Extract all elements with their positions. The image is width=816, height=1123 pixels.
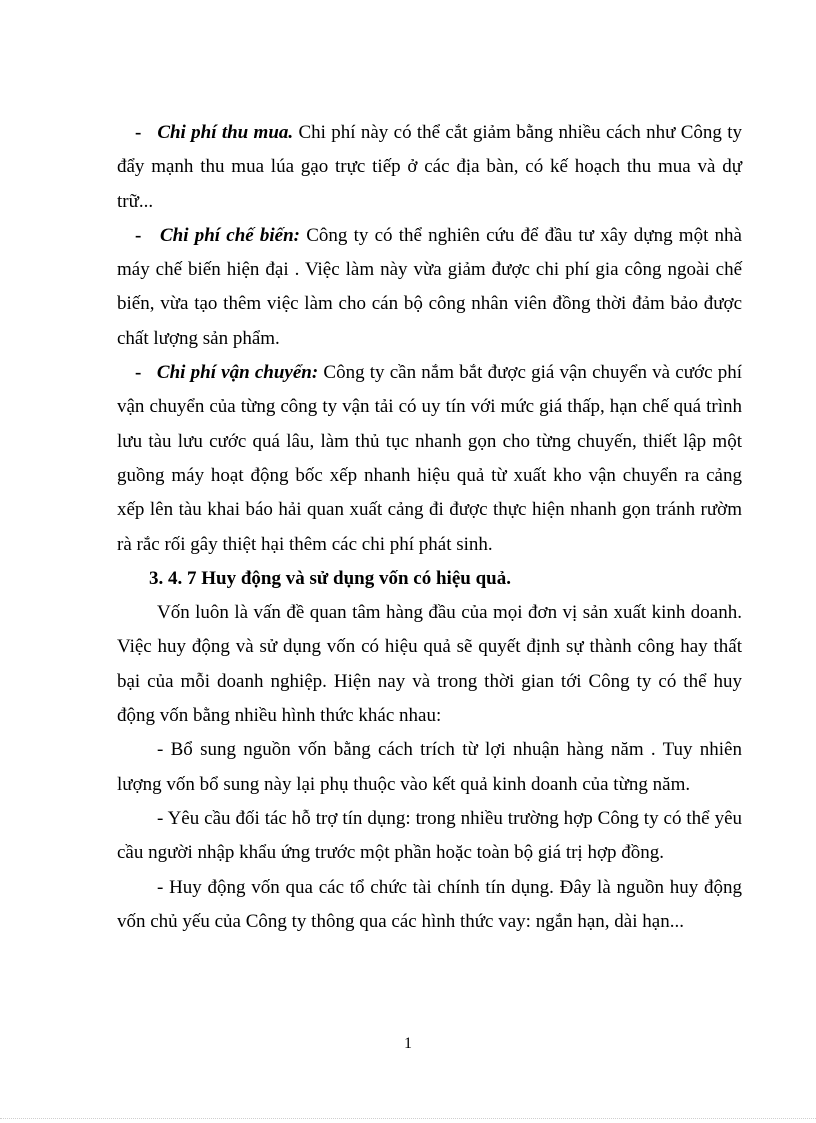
bullet-transport-cost xyxy=(117,356,742,562)
bullet-purchase-cost xyxy=(117,116,742,219)
bullet-dash: - xyxy=(135,122,142,143)
page-bottom-divider xyxy=(0,1118,816,1119)
bullet-text: Công ty cần nắm bắt được giá vận chuyển và cước phí vận chuyển của từng công ty vận tải có uy tín với mức giá thấp, hạn chế quá trình lưu tàu lưu cước quá lâu, làm thủ tục nhanh gọn cho từng chuyến, thiết lập một guồng máy hoạt động bốc xếp nhanh hiệu quả từ xuất kho vận chuyển ra cảng xếp lên tàu khai báo hải quan xuất cảng đi được thực hiện nhanh gọn tránh rườm rà rắc rối gây thiệt hại thêm các chi phí phát sinh. xyxy=(117,362,742,555)
bullet-text: Công ty có thể nghiên cứu để đầu tư xây dựng một nhà máy chế biến hiện đại . Việc làm này vừa giảm được chi phí gia công ngoài chế biến, vừa tạo thêm việc làm cho cán bộ công nhân viên đồng thời đảm bảo được chất lượng sản phẩm. xyxy=(117,224,742,349)
page-number: 1 xyxy=(404,1035,412,1052)
section-heading: 3. 4. 7 Huy động và sử dụng vốn có hiệu quả. xyxy=(149,567,511,589)
bullet-processing-cost xyxy=(117,219,742,356)
paragraph-retained-profit: - Bổ sung nguồn vốn bằng cách trích từ lợi nhuận hàng năm . Tuy nhiên lượng vốn bổ sung này lại phụ thuộc vào kết quả kinh doanh của từng năm. xyxy=(117,739,742,795)
term-purchase-cost: Chi phí thu mua. xyxy=(157,122,294,143)
bullet-dash: - xyxy=(135,224,142,246)
paragraph-capital-intro: Vốn luôn là vấn đề quan tâm hàng đầu của mọi đơn vị sản xuất kinh doanh. Việc huy động và sử dụng vốn có hiệu quả sẽ quyết định sự thành công hay thất bại của mỗi doanh nghiệp. Hiện nay và trong thời gian tới Công ty có thể huy động vốn bằng nhiều hình thức khác nhau: xyxy=(117,602,742,727)
document-body xyxy=(117,116,742,939)
bullet-text: Chi phí này có thể cắt giảm bằng nhiều cách như Công ty đẩy mạnh thu mua lúa gạo trực tiếp ở các địa bàn, có kế hoạch thu mua và dự trữ... xyxy=(117,122,743,212)
term-processing-cost: Chi phí chế biến: xyxy=(159,224,301,246)
bullet-dash: - xyxy=(135,362,142,384)
term-transport-cost: Chi phí vận chuyển: xyxy=(156,362,319,384)
paragraph-financial-institutions: - Huy động vốn qua các tổ chức tài chính tín dụng. Đây là nguồn huy động vốn chủ yếu của Công ty thông qua các hình thức vay: ngắn hạn, dài hạn... xyxy=(117,876,742,932)
paragraph-partner-credit: - Yêu cầu đối tác hỗ trợ tín dụng: trong nhiều trường hợp Công ty có thể yêu cầu người nhập khẩu ứng trước một phần hoặc toàn bộ giá trị hợp đồng. xyxy=(117,807,742,864)
